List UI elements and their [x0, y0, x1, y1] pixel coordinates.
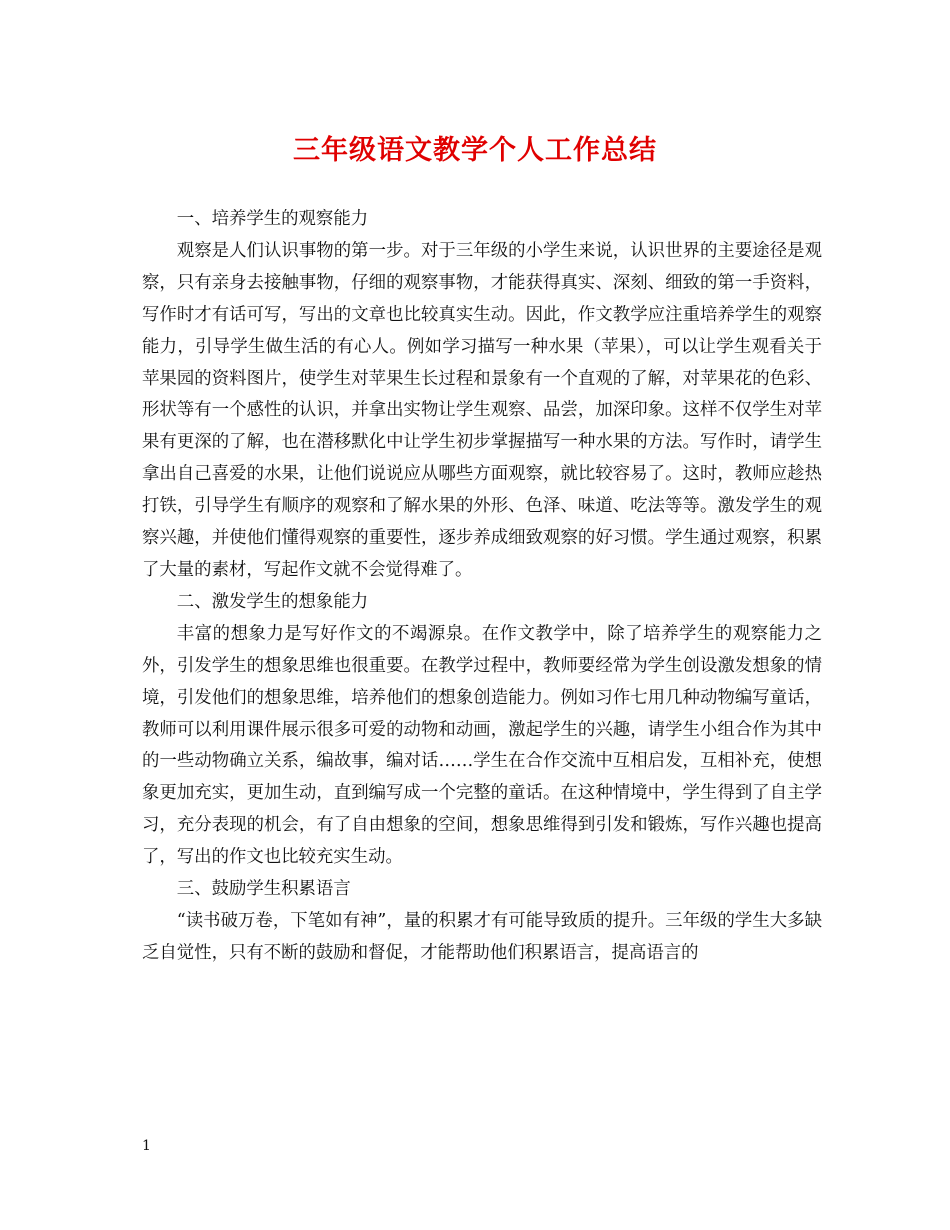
document-title: 三年级语文教学个人工作总结	[293, 135, 657, 166]
section-paragraph: 观察是人们认识事物的第一步。对于三年级的小学生来说，认识世界的主要途径是观察，只有亲身去接触事物，仔细的观察事物，才能获得真实、深刻、细致的第一手资料，写作时才有话可写，写出的文章也比较真实生动。因此，作文教学应注重培养学生的观察能力，引导学生做生活的有心人。例如学习描写一种水果（苹果），可以让学生观看关于苹果园的资料图片，使学生对苹果生长过程和景象有一个直观的了解，对苹果花的色彩、形状等有一个感性的认识，并拿出实物让学生观察、品尝，加深印象。这样不仅学生对苹果有更深的了解，也在潜移默化中让学生初步掌握描写一种水果的方法。写作时，请学生拿出自己喜爱的水果，让他们说说应从哪些方面观察，就比较容易了。这时，教师应趁热打铁，引导学生有顺序的观察和了解水果的外形、色泽、味道、吃法等等。激发学生的观察兴趣，并使他们懂得观察的重要性，逐步养成细致观察的好习惯。学生通过观察，积累了大量的素材，写起作文就不会觉得难了。	[142, 240, 822, 580]
section-heading: 二、激发学生的想象能力	[176, 591, 369, 612]
section-paragraph: 丰富的想象力是写好作文的不竭源泉。在作文教学中，除了培养学生的观察能力之外，引发学生的想象思维也很重要。在教学过程中，教师要经常为学生创设激发想象的情境，引发他们的想象思维，培养他们的想象创造能力。例如习作七用几种动物编写童话，教师可以利用课件展示很多可爱的动物和动画，激起学生的兴趣，请学生小组合作为其中的一些动物确立关系，编故事，编对话……学生在合作交流中互相启发，互相补充，使想象更加充实，更加生动，直到编写成一个完整的童话。在这种情境中，学生得到了自主学习，充分表现的机会，有了自由想象的空间，想象思维得到引发和锻炼，写作兴趣也提高了，写出的作文也比较充实生动。	[142, 623, 822, 868]
document-body	[142, 204, 822, 970]
section-heading: 三、鼓励学生积累语言	[176, 879, 351, 900]
page-number: 1	[142, 1138, 151, 1154]
section-heading: 一、培养学生的观察能力	[176, 209, 369, 229]
section-paragraph: “读书破万卷，下笔如有神”，量的积累才有可能导致质的提升。三年级的学生大多缺乏自觉性，只有不断的鼓励和督促，才能帮助他们积累语言，提高语言的	[142, 910, 822, 963]
